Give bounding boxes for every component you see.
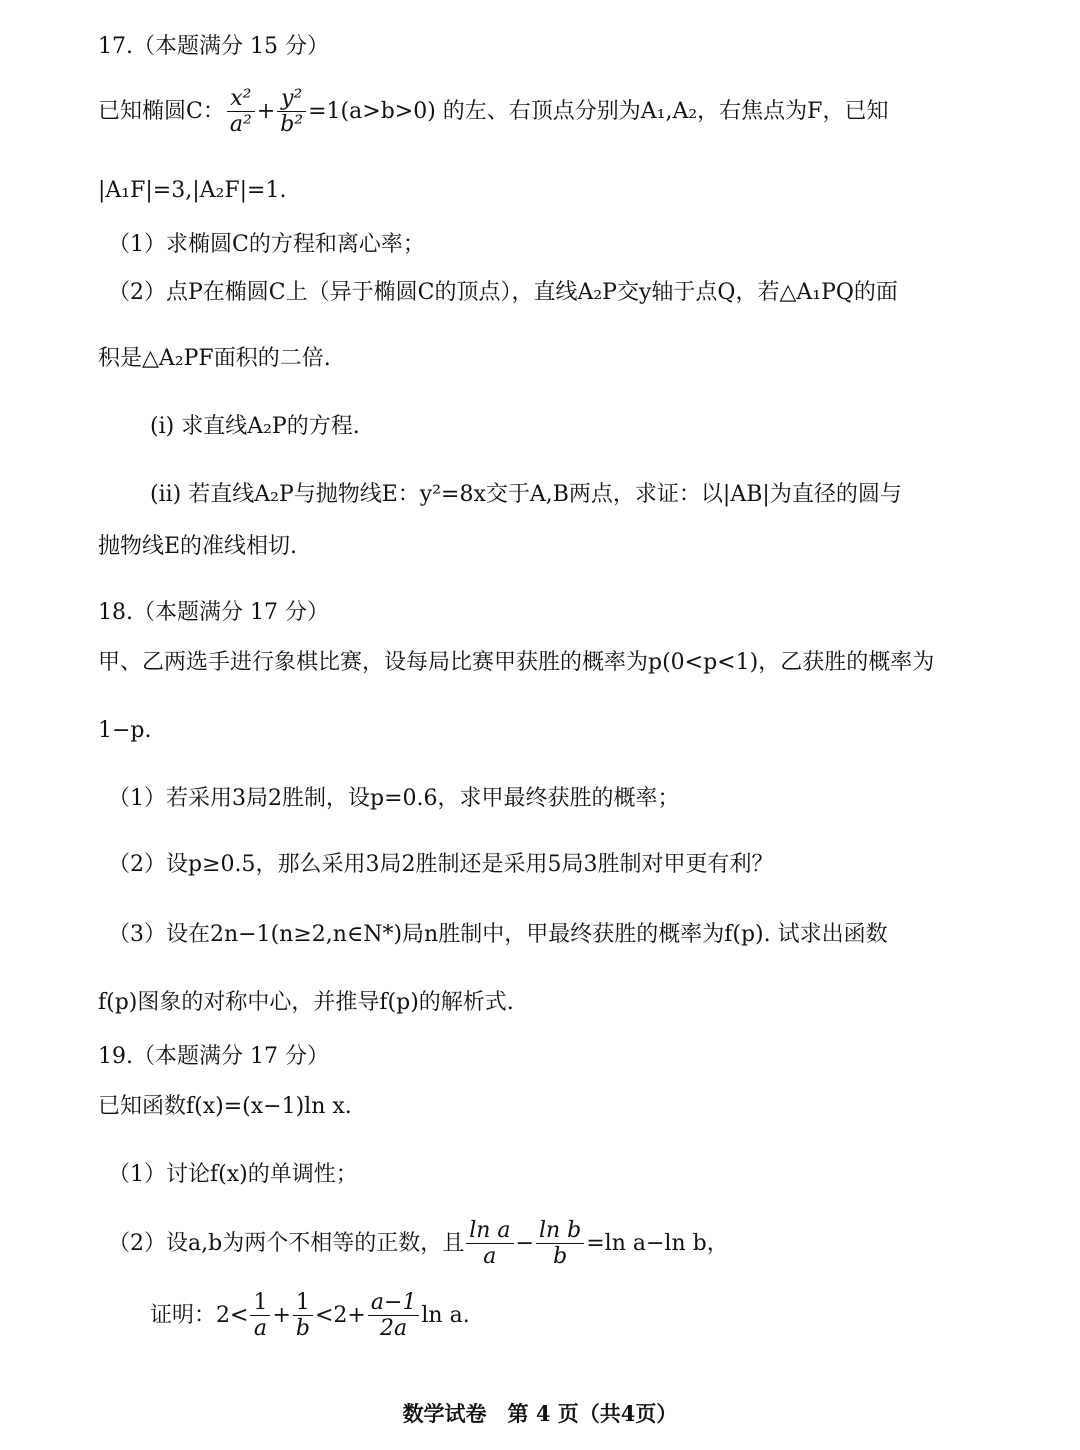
- q19-frac-1-b-num: 1: [293, 1290, 313, 1316]
- q19-part1: （1）讨论f(x)的单调性；: [108, 1162, 358, 1187]
- q17-part2-line2: 积是△A₂PF面积的二倍.: [98, 346, 331, 371]
- q17-part2-i: (i) 求直线A₂P的方程.: [150, 414, 360, 439]
- q19-proof-label: 证明：2<: [150, 1302, 249, 1328]
- q19-frac-1-a-den: a: [253, 1316, 267, 1342]
- q17-stem-b: =1(a>b>0) 的左、右顶点分别为A₁,A₂，右焦点为F，已知: [308, 98, 889, 124]
- q19-part2-text: （2）设a,b为两个不相等的正数，且: [108, 1230, 465, 1256]
- ellipse-plus: +: [256, 98, 276, 124]
- q18-part3-line2: f(p)图象的对称中心，并推导f(p)的解析式.: [98, 990, 514, 1015]
- q18-part3-line1: （3）设在2n−1(n≥2,n∈N*)局n胜制中，甲最终获胜的概率为f(p). 试求出函数: [108, 922, 888, 947]
- q17-stem-line2: |A₁F|=3,|A₂F|=1.: [98, 178, 287, 203]
- q19-frac-a1-2a-den: 2a: [380, 1316, 408, 1342]
- q19-part2: [108, 1218, 729, 1270]
- ellipse-frac-y-den: b²: [280, 112, 304, 138]
- q19-frac-1-b: [293, 1290, 313, 1342]
- q19-frac-1-a: [250, 1290, 270, 1342]
- q19-frac-lna-num: ln a: [466, 1218, 513, 1244]
- q19-frac-1-b-den: b: [295, 1316, 310, 1342]
- q19-stem: 已知函数f(x)=(x−1)ln x.: [98, 1094, 352, 1119]
- q19-frac-lnb-b: [536, 1218, 584, 1270]
- q19-proof: [150, 1290, 470, 1342]
- q19-part2-minus: −: [515, 1230, 534, 1256]
- ellipse-frac-x-den: a²: [229, 112, 252, 138]
- q17-part1: （1）求椭圆C的方程和离心率；: [108, 232, 425, 257]
- q18-stem-line2: 1−p.: [98, 718, 152, 743]
- q19-frac-a1-2a-num: a−1: [368, 1290, 420, 1316]
- q19-frac-lna-den: a: [483, 1244, 497, 1270]
- ellipse-frac-y: [277, 86, 306, 138]
- q19-proof-mid: <2+: [314, 1302, 366, 1328]
- q19-header: 19.（本题满分 17 分）: [98, 1044, 329, 1069]
- q18-header: 18.（本题满分 17 分）: [98, 600, 329, 625]
- q17-stem-line1: [98, 86, 888, 138]
- q19-proof-plus: +: [272, 1302, 291, 1328]
- q18-part2: （2）设p≥0.5，那么采用3局2胜制还是采用5局3胜制对甲更有利？: [108, 852, 774, 877]
- q19-frac-1-a-num: 1: [250, 1290, 270, 1316]
- q19-frac-lna-a: [466, 1218, 513, 1270]
- q18-stem-line1: 甲、乙两选手进行象棋比赛，设每局比赛甲获胜的概率为p(0<p<1)，乙获胜的概率为: [98, 650, 935, 675]
- q17-stem-a: 已知椭圆C：: [98, 98, 225, 124]
- q19-part2-rhs: =ln a−ln b，: [586, 1230, 729, 1256]
- q19-frac-a1-2a: [368, 1290, 420, 1342]
- q18-part1: （1）若采用3局2胜制，设p=0.6，求甲最终获胜的概率；: [108, 786, 680, 811]
- q17-header: 17.（本题满分 15 分）: [98, 34, 329, 59]
- page-footer: 数学试卷 第 4 页（共4页）: [402, 1401, 678, 1426]
- ellipse-frac-y-num: y²: [277, 86, 306, 112]
- q17-part2-ii-line1: (ii) 若直线A₂P与抛物线E：y²=8x交于A,B两点，求证：以|AB|为直径的圆与: [150, 482, 902, 507]
- q19-frac-lnb-den: b: [553, 1244, 568, 1270]
- q19-proof-end: ln a.: [421, 1302, 470, 1328]
- q17-part2-ii-line2: 抛物线E的准线相切.: [98, 534, 298, 559]
- ellipse-frac-x-num: x²: [227, 86, 255, 112]
- q17-part2-line1: （2）点P在椭圆C上（异于椭圆C的顶点），直线A₂P交y轴于点Q，若△A₁PQ的面: [108, 280, 898, 305]
- q19-frac-lnb-num: ln b: [536, 1218, 584, 1244]
- ellipse-frac-x: [227, 86, 255, 138]
